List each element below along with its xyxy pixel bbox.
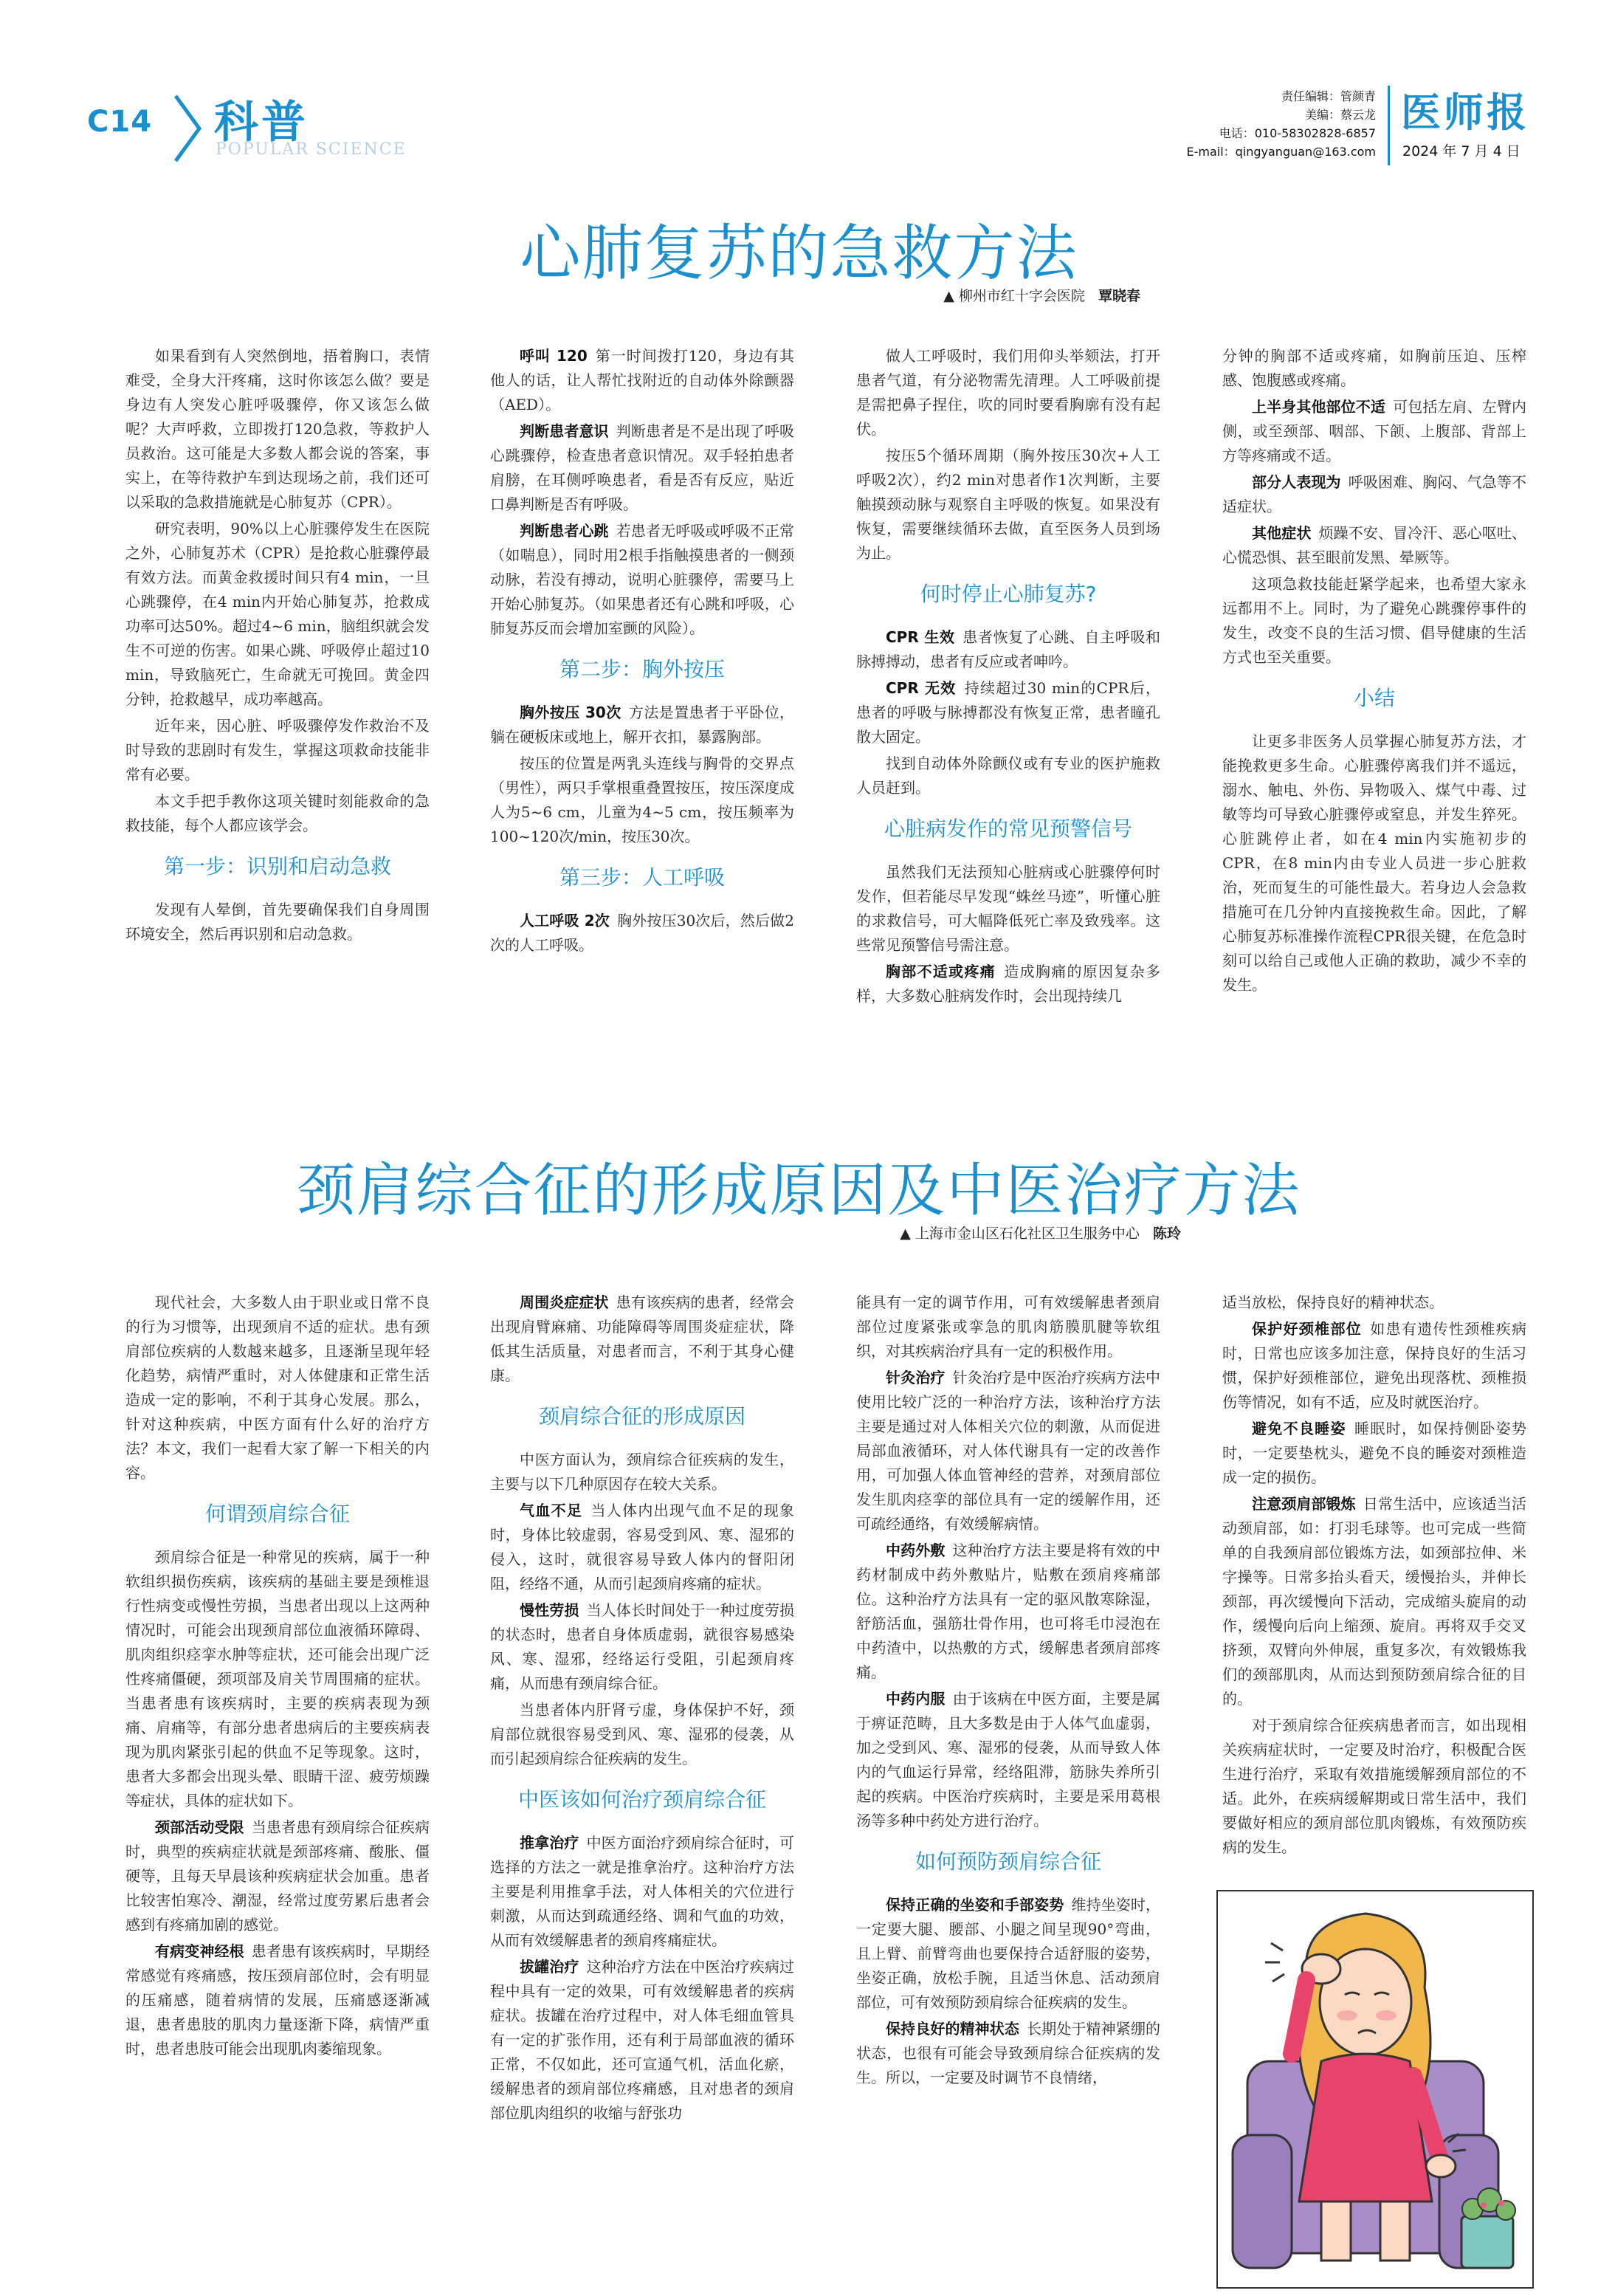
paragraph-lead-in: 拔罐治疗 — [520, 1958, 579, 1976]
paragraph-lead-in: 其他症状 — [1252, 524, 1312, 542]
body-paragraph — [1222, 395, 1526, 468]
paragraph-text: 适当放松，保持良好的精神状态。 — [1222, 1293, 1444, 1311]
paragraph-text: 患有该疾病的患者，经常会出现肩臂麻痛、功能障碍等周围炎症症状，降低其生活质量，对患者而言，不利于其身心健康。 — [490, 1293, 795, 1384]
body-paragraph — [125, 517, 430, 712]
paragraph-text: 维持坐姿时，一定要大腿、腰部、小腿之间呈现90°弯曲，且上臂、前臂弯曲也要保持合适舒服的姿势，坐姿正确，放松手腕，且适当休息、活动颈肩部位，可有效预防颈肩综合征疾病的发生。 — [856, 1896, 1161, 2011]
paragraph-lead-in: 保持良好的精神状态 — [886, 2020, 1019, 2038]
paragraph-text: 第一时间拨打120，身边有其他人的话，让人帮忙找附近的自动体外除颤器（AED）。 — [490, 347, 794, 413]
article-column — [1222, 1290, 1526, 1862]
body-paragraph — [1222, 1714, 1526, 1860]
body-paragraph — [490, 701, 794, 749]
paragraph-text: 按压的位置是两乳头连线与胸骨的交界点（男性），两只手掌根重叠置按压，按压深度成人为5~6 cm，儿童为4~5 cm，按压频率为100~120次/min，按压30次。 — [490, 755, 794, 845]
credit-phone: 电话：010-58302828-6857 — [1219, 126, 1376, 140]
body-paragraph — [125, 898, 430, 946]
paragraph-lead-in: CPR 生效 — [886, 628, 955, 646]
paragraph-text: 颈肩综合征是一种常见的疾病，属于一种软组织损伤疾病，该疾病的基础主要是颈椎退行性病变或慢性劳损，当患者出现以上这两种情况时，可能会出现颈肩部位血液循环障碍、肌肉组织痉挛水肿等症状，还可能会出现广泛性疼痛僵硬，颈项部及肩关节周围痛的症状。当患者患有该疾病时，主要的疾病表现为颈痛、肩痛等，有部分患者患病后的主要疾病表现为肌肉紧张引起的供血不足等现象。这时，患者大多都会出现头晕、眼睛干涩、疲劳烦躁等症状，具体的症状如下。 — [125, 1548, 430, 1809]
paragraph-text: 能具有一定的调节作用，可有效缓解患者颈肩部位过度紧张或挛急的肌肉筋膜肌腱等软组织，对其疾病治疗具有一定的积极作用。 — [856, 1293, 1160, 1360]
paragraph-text: 这种治疗方法主要是将有效的中药材制成中药外敷贴片，贴敷在颈肩疼痛部位。这种治疗方法具有一定的驱风散寒除湿，舒筋活血，强筋壮骨作用，也可将毛巾浸泡在中药渣中，以热敷的方式，缓解患者颈肩部疼痛。 — [856, 1541, 1161, 1681]
body-paragraph — [856, 752, 1160, 800]
paragraph-text: 当人体长时间处于一种过度劳损的状态时，患者自身体质虚弱，就很容易感染风、寒、湿邪，经络运行受阻，引起颈肩疼痛，从而患有颈肩综合征。 — [490, 1601, 795, 1692]
section-heading: 心脏病发作的常见预警信号 — [884, 817, 1132, 841]
paragraph-text: 造成胸痛的原因复杂多样，大多数心脏病发作时，会出现持续几 — [856, 963, 1161, 1005]
article-byline — [900, 1223, 1181, 1242]
body-paragraph — [856, 625, 1160, 674]
byline-org: ▲ 上海市金山区石化社区卫生服务中心 — [900, 1226, 1140, 1242]
paragraph-text: 虽然我们无法预知心脏病或心脏骤停何时发作，但若能尽早发现“蛛丝马迹”，听懂心脏的求救信号，可大幅降低死亡率及致残率。这些常见预警信号需注意。 — [856, 863, 1160, 954]
paragraph-lead-in: 判断患者意识 — [520, 422, 609, 440]
chevron-right-icon — [171, 93, 204, 164]
paragraph-text: 对于颈肩综合征疾病患者而言，如出现相关疾病症状时，一定要及时治疗，积极配合医生进行治疗，采取有效措施缓解颈肩部位的不适。此外，在疾病缓解期或日常生活中，我们要做好相应的颈肩部位肌肉锻炼，有效预防疾病的发生。 — [1222, 1716, 1526, 1856]
body-paragraph — [856, 1893, 1160, 2015]
body-paragraph — [856, 1366, 1160, 1536]
page-number: C14 — [87, 105, 153, 139]
paragraph-text: 现代社会，大多数人由于职业或日常不良的行为习惯等，出现颈肩不适的症状。患有颈肩部位疾病的人数越来越多，且逐渐呈现年轻化趋势，病情严重时，对人体健康和正常生活造成一定的影响，不利于其身心发展。那么，针对这种疾病，中医方面有什么好的治疗方法？本文，我们一起看大家了解一下相关的内容。 — [125, 1293, 430, 1482]
paragraph-lead-in: 颈部活动受限 — [155, 1818, 244, 1836]
paragraph-text: 按压5个循环周期（胸外按压30次+人工呼吸2次），约2 min对患者作1次判断，主要触摸颈动脉与观察自主呼吸的恢复。如果没有恢复，需要继续循环去做，直至医务人员到场为止。 — [856, 447, 1160, 562]
paragraph-text: 当患者体内肝肾亏虚，身体保护不好，颈肩部位就很容易受到风、寒、湿邪的侵袭，从而引起颈肩综合征疾病的发生。 — [490, 1701, 794, 1767]
section-heading: 颈肩综合征的形成原因 — [538, 1404, 745, 1429]
credit-editor: 责任编辑：管颜青 — [1281, 89, 1376, 103]
paragraph-lead-in: 针灸治疗 — [886, 1369, 946, 1386]
section-heading: 何谓颈肩综合征 — [204, 1502, 350, 1526]
section-heading: 第三步：人工呼吸 — [559, 865, 725, 890]
paragraph-text: 胸外按压30次后，然后做2次的人工呼吸。 — [490, 912, 794, 954]
article-title: 心肺复苏的急救方法 — [520, 219, 1078, 289]
body-paragraph — [1222, 729, 1526, 997]
paragraph-text: 中医方面认为，颈肩综合征疾病的发生，主要与以下几种原因存在较大关系。 — [490, 1451, 794, 1493]
section-title: 科普 — [214, 97, 309, 148]
credit-designer: 美编：蔡云龙 — [1304, 108, 1376, 122]
body-paragraph — [490, 1499, 794, 1596]
paragraph-text: 当人体内出现气血不足的现象时，身体比较虚弱，容易受到风、寒、湿邪的侵入，这时，就很容易导致人体内的督阳闭阻，经络不通，从而引起颈肩疼痛的症状。 — [490, 1502, 795, 1592]
body-paragraph — [856, 676, 1160, 749]
paragraph-text: 患者患有该疾病时，早期经常感觉有疼痛感，按压颈肩部位时，会有明显的压痛感，随着病情的发展，压痛感逐渐减退，患者患肢的肌肉力量逐渐下降，病情严重时，患者患肢可能会出现肌肉萎缩现象。 — [125, 1942, 430, 2058]
paragraph-text: 当患者患有颈肩综合征疾病时，典型的疾病症状就是颈部疼痛、酸胀、僵硬等，且每天早晨该种疾病症状会加重。患者比较害怕寒冷、潮湿，经常过度劳累后患者会感到有疼痛加剧的感觉。 — [125, 1818, 430, 1934]
paragraph-text: 睡眠时，如保持侧卧姿势时，一定要垫枕头，避免不良的睡姿对颈椎造成一定的损伤。 — [1222, 1420, 1527, 1486]
body-paragraph — [490, 1290, 794, 1388]
paragraph-lead-in: 避免不良睡姿 — [1252, 1420, 1346, 1437]
body-paragraph — [856, 860, 1160, 958]
paragraph-lead-in: 慢性劳损 — [520, 1601, 579, 1619]
section-heading: 中医该如何治疗颈肩综合征 — [517, 1787, 766, 1812]
paragraph-text: 患者恢复了心跳、自主呼吸和脉搏搏动，患者有反应或者呻吟。 — [856, 628, 1161, 670]
paragraph-lead-in: 中药内服 — [886, 1690, 946, 1708]
body-paragraph — [1222, 1492, 1526, 1711]
body-paragraph — [1222, 1290, 1526, 1315]
byline-org: ▲ 柳州市红十字会医院 — [943, 288, 1085, 304]
paragraph-text: 让更多非医务人员掌握心肺复苏方法，才能挽救更多生命。心脏骤停离我们并不遥远，溺水、触电、外伤、异物吸入、煤气中毒、过敏等均可导致心脏骤停或窒息，并发生猝死。心脏跳停止者，如在4 min内实施初步的CPR，在8 min内由专业人员进一步心脏救治，死而复生的可能性最大。若身边人会急救措施可在几分钟内直接挽救生命。因此，了解心肺复苏标准操作流程CPR很关键，在危急时刻可以给自己或他人正确的救助，减少不幸的发生。 — [1222, 732, 1526, 994]
article-byline — [943, 285, 1140, 305]
section-subtitle: POPULAR SCIENCE — [216, 140, 407, 159]
paragraph-lead-in: 上半身其他部位不适 — [1252, 398, 1385, 416]
article-column — [856, 1290, 1160, 2092]
body-paragraph — [856, 1290, 1160, 1364]
issue-date: 2024 年 7 月 4 日 — [1402, 143, 1520, 159]
neck-pain-woman-illustration — [1218, 1891, 1532, 2287]
body-paragraph — [856, 1539, 1160, 1685]
paragraph-text: 方法是置患者于平卧位，躺在硬板床或地上，解开衣扣，暴露胸部。 — [490, 704, 795, 746]
paragraph-text: 日常生活中，应该适当活动颈肩部，如：打羽毛球等。也可完成一些简单的自我颈肩部位锻炼方法，如颈部拉伸、米字操等。日常多抬头看天，缓慢抬头，并伸长颈部，再次缓慢向下活动，完成缩头旋肩的动作，缓慢向后向上缩颈、旋肩。再将双手交叉挤颈，双臂向外伸展，重复多次，有效锻炼我们的颈部肌肉，从而达到预防颈肩综合征的目的。 — [1222, 1495, 1527, 1708]
paragraph-text: 持续超过30 min的CPR后，患者的呼吸与脉搏都没有恢复正常，患者瞳孔散大固定。 — [856, 679, 1160, 746]
body-paragraph — [1222, 521, 1526, 570]
body-paragraph — [125, 344, 430, 515]
paragraph-text: 做人工呼吸时，我们用仰头举颏法，打开患者气道，有分泌物需先清理。人工呼吸前提是需把鼻子捏住，吹的同时要看胸廓有没有起伏。 — [856, 347, 1160, 438]
body-paragraph — [490, 1831, 794, 1953]
paragraph-lead-in: 呼叫 120 — [520, 347, 588, 365]
illustration-frame — [1216, 1890, 1534, 2289]
paragraph-lead-in: 推拿治疗 — [520, 1834, 579, 1852]
section-heading: 第一步：识别和启动急救 — [163, 854, 391, 879]
section-heading: 小结 — [1353, 686, 1395, 710]
paragraph-text: 如患有遗传性颈椎疾病时，日常也应该多加注意，保持良好的生活习惯，保护好颈椎部位，避免出现落枕、颈椎损伤等情况，如有不适，应及时就医治疗。 — [1222, 1320, 1527, 1411]
paragraph-lead-in: 部分人表现为 — [1252, 473, 1341, 491]
paragraph-lead-in: 中药外敷 — [886, 1541, 946, 1559]
body-paragraph — [1222, 572, 1526, 670]
body-paragraph — [490, 752, 794, 849]
body-paragraph — [125, 789, 430, 838]
paragraph-text: 本文手把手教你这项关键时刻能救命的急救技能，每个人都应该学会。 — [125, 792, 430, 834]
credit-email: E-mail：qingyanguan@163.com — [1186, 145, 1376, 159]
paragraph-text: 这种治疗方法在中医治疗疾病过程中具有一定的效果，可有效缓解患者的疾病症状。拔罐在治疗过程中，对人体毛细血管具有一定的扩张作用，还有利于局部血液的循环正常，不仅如此，还可宣通气机，活血化瘀，缓解患者的颈肩部位疼痛感，且对患者的颈肩部位肌肉组织的收缩与舒张功 — [490, 1958, 795, 2122]
body-paragraph — [856, 2017, 1160, 2090]
editor-credits — [1092, 87, 1376, 161]
body-paragraph — [125, 1939, 430, 2061]
byline-author: 陈玲 — [1152, 1226, 1181, 1242]
paragraph-lead-in: 保护好颈椎部位 — [1252, 1320, 1363, 1338]
paragraph-text: 针灸治疗是中医治疗疾病方法中使用比较广泛的一种治疗方法，该种治疗方法主要是通过对人体相关穴位的刺激，从而促进局部血液循环，对人体代谢具有一定的改善作用，可加强人体血管神经的营养，对颈肩部位发生肌肉痉挛的部位具有一定的缓解作用，还可疏经通络，有效缓解病情。 — [856, 1369, 1161, 1533]
section-heading: 如何预防颈肩综合征 — [915, 1849, 1101, 1874]
paragraph-text: 若患者无呼吸或呼吸不正常（如喘息），同时用2根手指触摸患者的一侧颈动脉，若没有搏动，说明心脏骤停，需要马上开始心肺复苏。（如果患者还有心跳和呼吸，心肺复苏反而会增加室颤的风险）。 — [490, 522, 795, 637]
body-paragraph — [490, 1955, 794, 2125]
body-paragraph — [490, 909, 794, 958]
article-column — [490, 1290, 794, 2128]
paragraph-text: 近年来，因心脏、呼吸骤停发作救治不及时导致的悲剧时有发生，掌握这项救命技能非常有必要。 — [125, 717, 430, 783]
page-header — [0, 0, 1598, 170]
article-column — [125, 344, 430, 949]
paragraph-lead-in: 胸部不适或疼痛 — [886, 963, 996, 980]
paragraph-text: 长期处于精神紧绷的状态，也很有可能会导致颈肩综合征疾病的发生。所以，一定要及时调节不良情绪， — [856, 2020, 1160, 2086]
paragraph-lead-in: 人工呼吸 2次 — [520, 912, 610, 929]
byline-author: 覃晓春 — [1098, 288, 1140, 304]
paragraph-lead-in: 胸外按压 30次 — [520, 704, 621, 721]
body-paragraph — [490, 1698, 794, 1771]
paragraph-text: 可包括左肩、左臂内侧，或至颈部、咽部、下颌、上腹部、背部上方等疼痛或不适。 — [1222, 398, 1526, 464]
paragraph-lead-in: 气血不足 — [520, 1502, 583, 1519]
body-paragraph — [1222, 344, 1526, 393]
paragraph-text: 判断患者是不是出现了呼吸心跳骤停，检查患者意识情况。双手轻拍患者肩膀，在耳侧呼唤患者，看是否有反应，贴近口鼻判断是否有呼吸。 — [490, 422, 795, 513]
section-heading: 第二步：胸外按压 — [559, 657, 725, 681]
body-paragraph — [125, 1545, 430, 1813]
article-column — [490, 344, 794, 960]
paragraph-text: 中医方面治疗颈肩综合征时，可选择的方法之一就是推拿治疗。这种治疗方法主要是利用推拿手法，对人体相关的穴位进行刺激，从而达到疏通经络、调和气血的功效，从而有效缓解患者的颈肩疼痛症状。 — [490, 1834, 795, 1949]
body-paragraph — [490, 344, 794, 417]
body-paragraph — [490, 419, 794, 517]
body-paragraph — [856, 960, 1160, 1008]
paragraph-lead-in: CPR 无效 — [886, 679, 957, 697]
paragraph-text: 发现有人晕倒，首先要确保我们自身周围环境安全，然后再识别和启动急救。 — [125, 901, 430, 943]
paragraph-text: 烦躁不安、冒冷汗、恶心呕吐、心慌恐惧、甚至眼前发黑、晕厥等。 — [1222, 524, 1527, 566]
body-paragraph — [856, 444, 1160, 566]
paragraph-lead-in: 周围炎症症状 — [520, 1293, 609, 1311]
article-title: 颈肩综合征的形成原因及中医治疗方法 — [297, 1158, 1301, 1224]
masthead-divider — [1388, 86, 1390, 165]
paragraph-lead-in: 注意颈肩部锻炼 — [1252, 1495, 1356, 1513]
body-paragraph — [856, 1687, 1160, 1833]
paragraph-lead-in: 保持正确的坐姿和手部姿势 — [886, 1896, 1064, 1914]
body-paragraph — [1222, 1417, 1526, 1490]
paragraph-text: 由于该病在中医方面，主要是属于痹证范畴，且大多数是由于人体气血虚弱，加之受到风、寒、湿邪的侵袭，从而导致人体内的气血运行异常，经络阻滞，筋脉失养所引起的疾病。中医治疗疾病时，主要是采用葛根汤等多种中药处方进行治疗。 — [856, 1690, 1161, 1829]
paragraph-text: 如果看到有人突然倒地，捂着胸口，表情难受，全身大汗疼痛，这时你该怎么做？要是身边有人突发心脏呼吸骤停，你又该怎么做呢？大声呼救，立即拨打120急救，等救护人员救治。这可能是大多数人都会说的答案，事实上，在等待救护车到达现场之前，我们还可以采取的急救措施就是心肺复苏（CPR）。 — [125, 347, 430, 511]
body-paragraph — [125, 1290, 430, 1485]
body-paragraph — [490, 519, 794, 641]
paragraph-text: 研究表明，90%以上心脏骤停发生在医院之外，心肺复苏术（CPR）是抢救心脏骤停最有效方法。而黄金救援时间只有4 min，一旦心跳骤停，在4 min内开始心肺复苏，抢救成功率可达50%。超过4~6 min，脑组织就会发生不可逆的伤害。如果心跳、呼吸停止超过10 min，导致脑死亡，生命就无可挽回。黄金四分钟，抢救越早，成功率越高。 — [125, 520, 430, 708]
body-paragraph — [125, 714, 430, 787]
section-heading: 何时停止心肺复苏? — [920, 582, 1097, 606]
article-column — [125, 1290, 430, 2063]
body-paragraph — [490, 1598, 794, 1696]
paragraph-lead-in: 判断患者心跳 — [520, 522, 609, 540]
paragraph-text: 找到自动体外除颤仪或有专业的医护施救人员赶到。 — [856, 755, 1160, 797]
paragraph-text: 分钟的胸部不适或疼痛，如胸前压迫、压榨感、饱腹感或疼痛。 — [1222, 347, 1526, 389]
body-paragraph — [125, 1815, 430, 1937]
paragraph-lead-in: 有病变神经根 — [155, 1942, 244, 1960]
article-column — [1222, 344, 1526, 1000]
paragraph-text: 呼吸困难、胸闷、气急等不适症状。 — [1222, 473, 1527, 515]
body-paragraph — [490, 1448, 794, 1496]
body-paragraph — [856, 344, 1160, 441]
paragraph-text: 这项急救技能赶紧学起来，也希望大家永远都用不上。同时，为了避免心跳骤停事件的发生，改变不良的生活习惯、倡导健康的生活方式也至关重要。 — [1222, 575, 1526, 666]
masthead-logo: 医师报 — [1401, 89, 1529, 136]
body-paragraph — [1222, 1317, 1526, 1415]
article-column — [856, 344, 1160, 1011]
body-paragraph — [1222, 470, 1526, 519]
